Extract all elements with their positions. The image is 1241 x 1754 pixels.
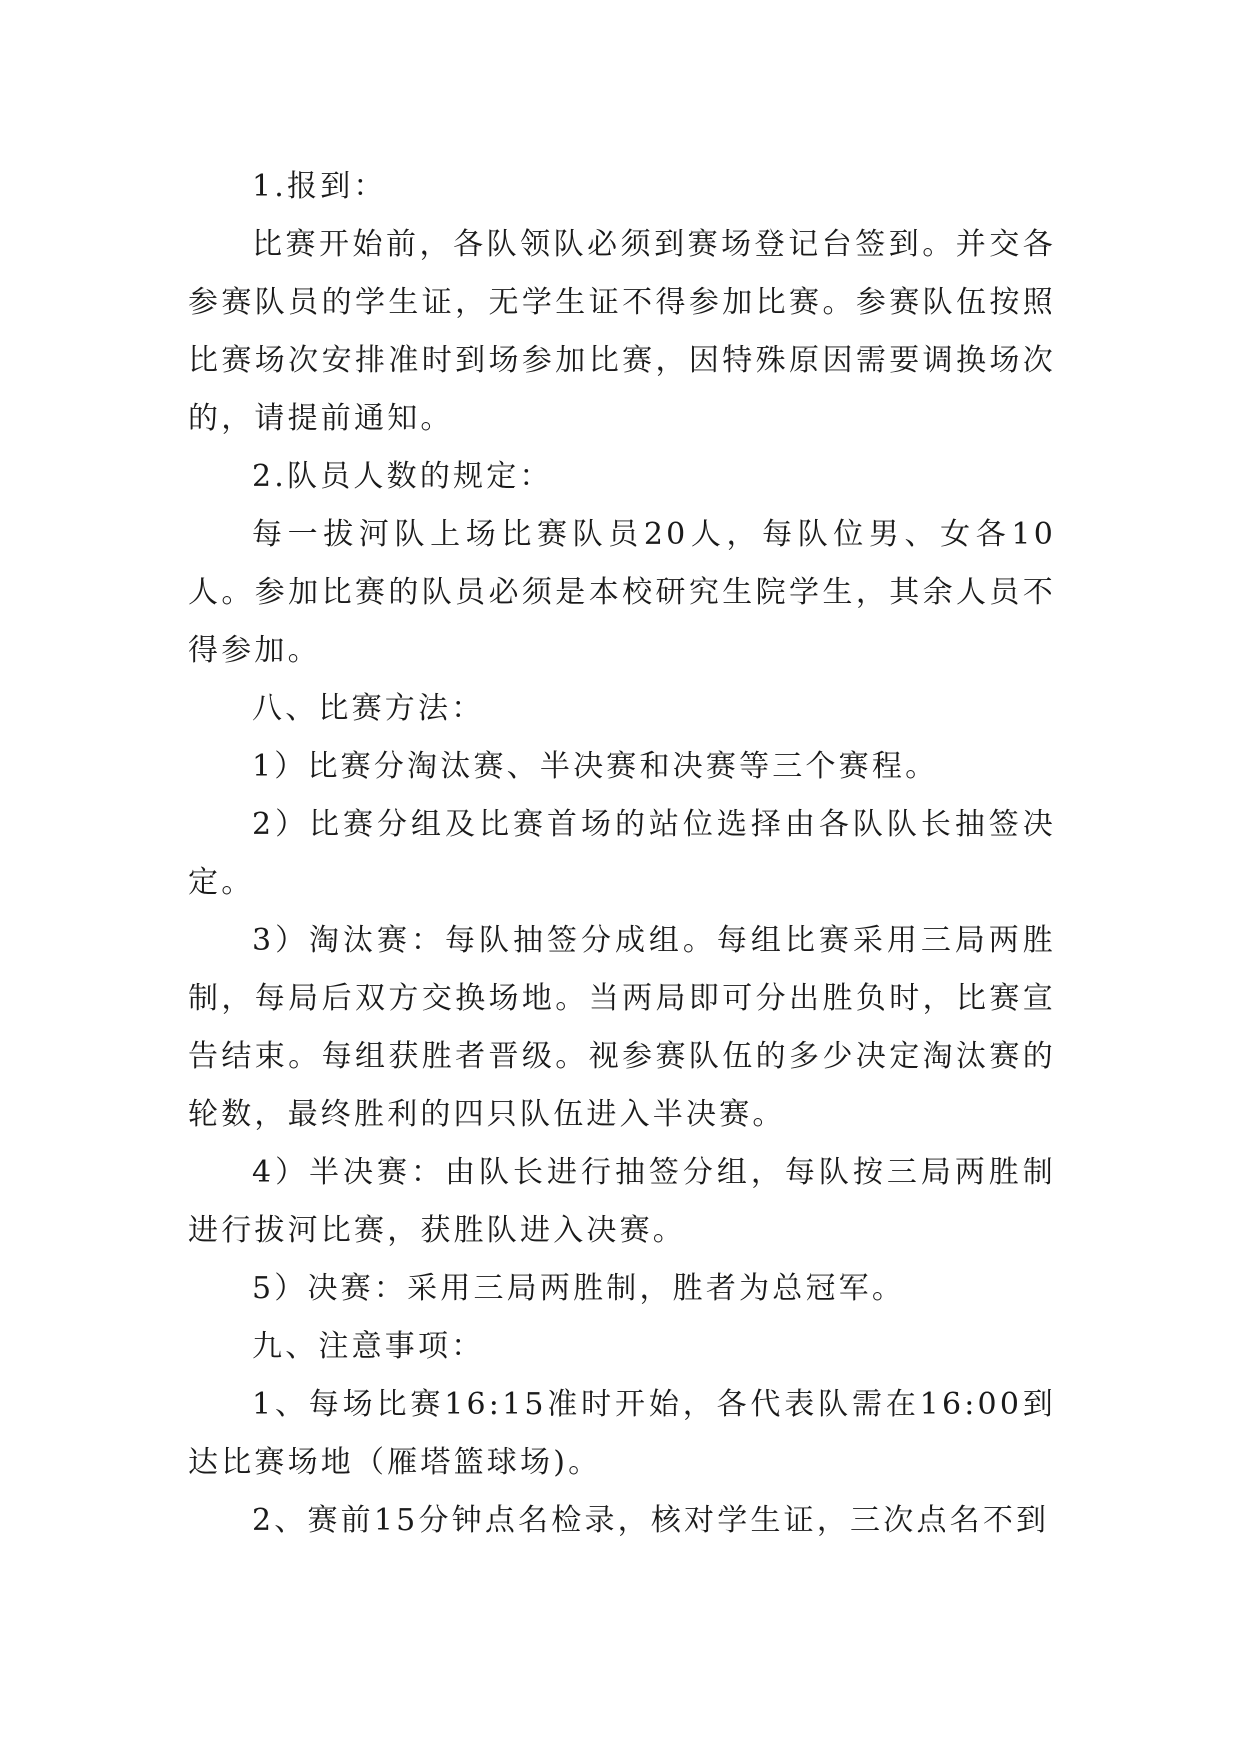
section-heading-notes: 九、注意事项： (252, 1329, 485, 1364)
section-heading-team-size: 2.队员人数的规定： (252, 459, 553, 494)
list-item-method-3: 3）淘汰赛：每队抽签分成组。每组比赛采用三局两胜制，每局后双方交换场地。当两局即可分出胜负时，比赛宣告结束。每组获胜者晋级。视参赛队伍的多少决定淘汰赛的轮数，最终胜利的四只队伍进入半决赛。 (188, 923, 1056, 1132)
section-heading-check-in: 1.报到： (252, 169, 387, 204)
document-body (188, 158, 1056, 1550)
list-item-method-1: 1）比赛分淘汰赛、半决赛和决赛等三个赛程。 (252, 749, 939, 784)
section-heading-competition-method: 八、比赛方法： (252, 691, 485, 726)
paragraph-team-size-rules: 每一拔河队上场比赛队员20人，每队位男、女各10人。参加比赛的队员必须是本校研究生院学生，其余人员不得参加。 (188, 517, 1056, 668)
list-item-note-1: 1、每场比赛16:15准时开始，各代表队需在16:00到达比赛场地（雁塔篮球场)。 (188, 1387, 1056, 1480)
list-item-method-5: 5）决赛：采用三局两胜制，胜者为总冠军。 (252, 1271, 906, 1306)
list-item-method-4: 4）半决赛：由队长进行抽签分组，每队按三局两胜制进行拔河比赛，获胜队进入决赛。 (188, 1155, 1056, 1248)
list-item-method-2: 2）比赛分组及比赛首场的站位选择由各队队长抽签决定。 (188, 807, 1056, 900)
paragraph-check-in-rules: 比赛开始前，各队领队必须到赛场登记台签到。并交各参赛队员的学生证，无学生证不得参加比赛。参赛队伍按照比赛场次安排准时到场参加比赛，因特殊原因需要调换场次的，请提前通知。 (188, 227, 1056, 436)
list-item-note-2: 2、赛前15分钟点名检录，核对学生证，三次点名不到 (252, 1503, 1050, 1538)
